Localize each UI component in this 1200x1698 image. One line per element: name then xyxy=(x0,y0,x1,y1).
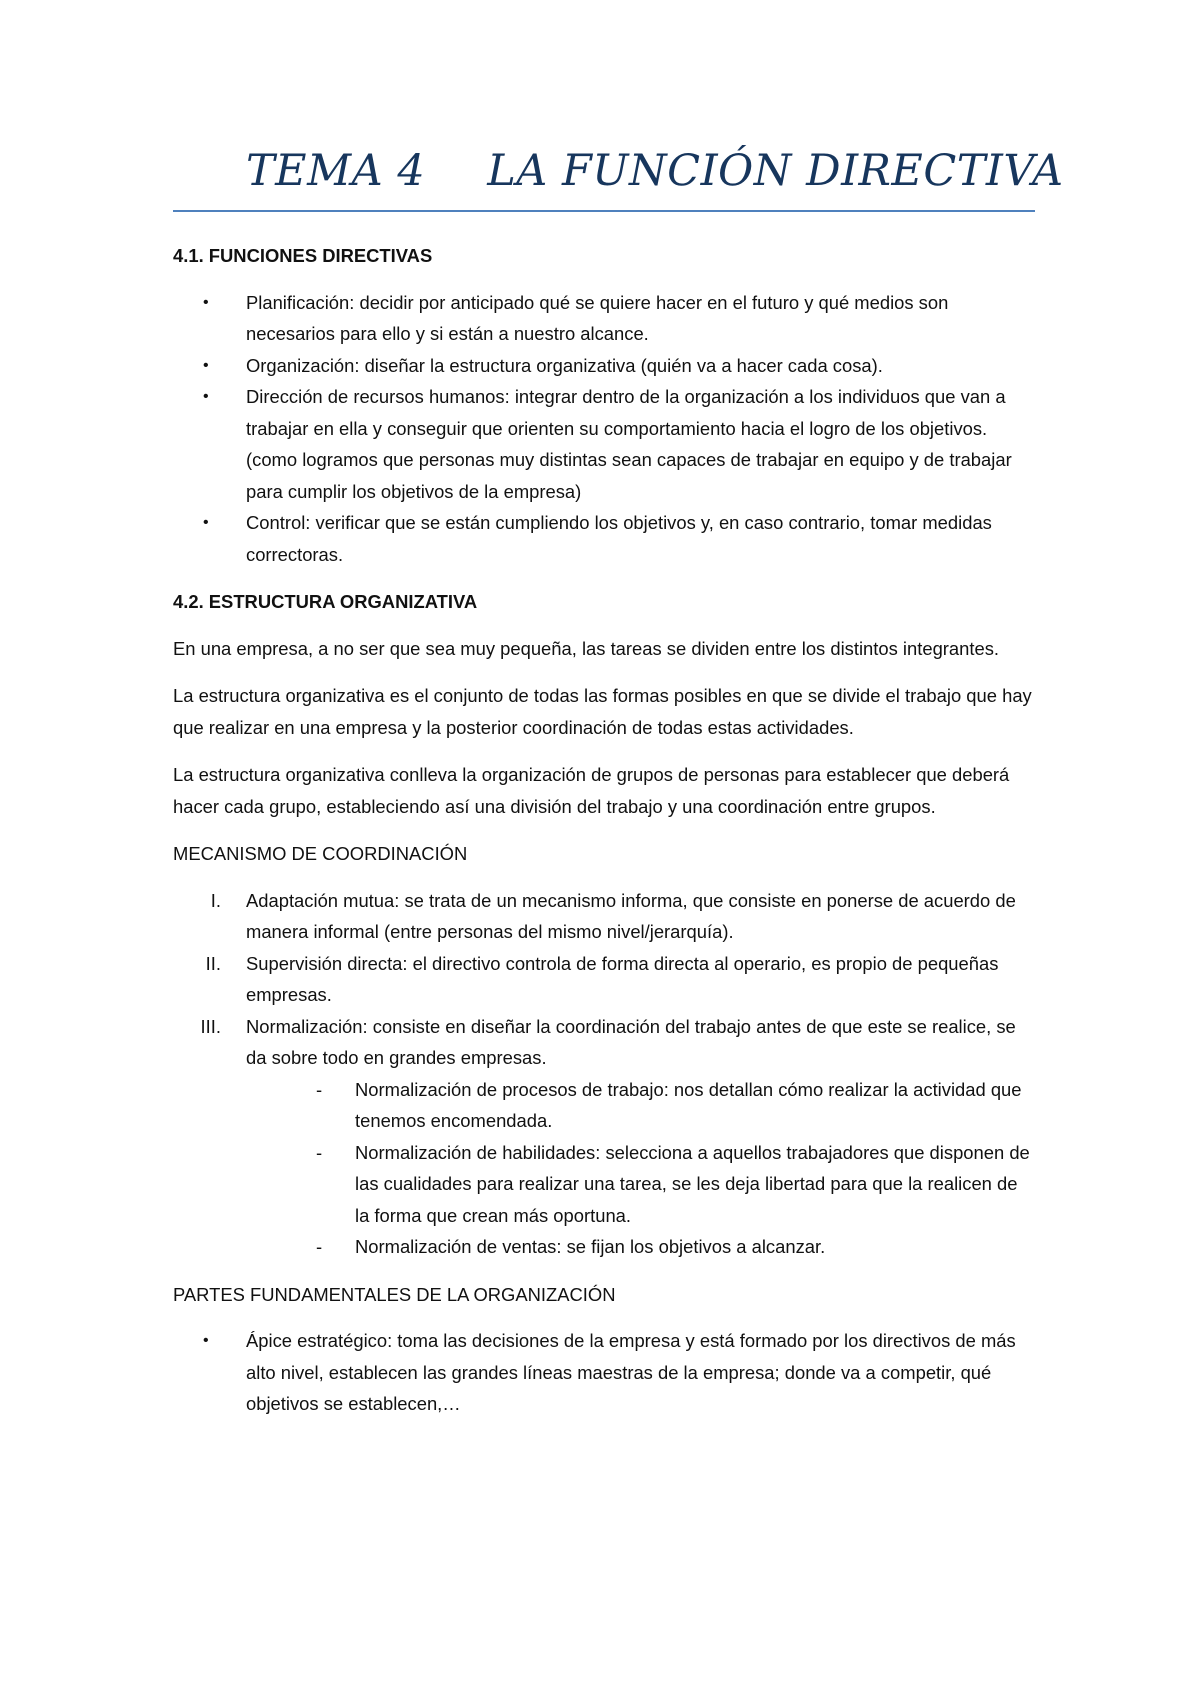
list-item xyxy=(173,507,1035,570)
roman-numeral: III. xyxy=(200,1015,221,1037)
parts-list xyxy=(173,1325,1035,1420)
dash-icon: - xyxy=(316,1236,323,1257)
list-item xyxy=(173,1011,1035,1263)
section-heading-funciones: 4.1. FUNCIONES DIRECTIVAS xyxy=(173,245,433,266)
dash-icon: - xyxy=(316,1078,323,1100)
list-item xyxy=(173,287,1035,350)
paragraph: La estructura organizativa conlleva la organización de grupos de personas para establecer que deberá hacer cada grupo, estableciendo así una división del trabajo y una coordinación entre grupos. xyxy=(173,764,1010,817)
bullet-icon: • xyxy=(203,514,209,531)
document-body xyxy=(173,240,1035,1436)
roman-numeral: I. xyxy=(210,889,221,911)
sublist-item-text: Normalización de ventas: se fijan los objetivos a alcanzar. xyxy=(355,1236,826,1257)
list-item-text: Ápice estratégico: toma las decisiones de la empresa y está formado por los directivos de más alto nivel, establecen las grandes líneas maestras de la empresa; donde va a competir, qué objetivos se establecen,… xyxy=(246,1330,1016,1414)
title-topic-name: LA FUNCIÓN DIRECTIVA xyxy=(487,146,1064,196)
page-title xyxy=(246,146,1064,196)
bullet-icon: • xyxy=(203,1332,209,1349)
list-item xyxy=(173,948,1035,1011)
bullet-icon: • xyxy=(203,356,209,374)
bullet-icon: • xyxy=(203,293,209,311)
list-item xyxy=(173,1325,1035,1420)
sublist-item-text: Normalización de procesos de trabajo: nos detallan cómo realizar la actividad que tenemos encomendada. xyxy=(355,1078,1022,1131)
title-block xyxy=(173,146,1064,212)
dash-icon: - xyxy=(316,1141,323,1163)
sublist-item xyxy=(173,1231,1035,1263)
funciones-list xyxy=(173,287,1035,571)
roman-numeral: II. xyxy=(205,952,221,974)
bullet-icon: • xyxy=(203,388,209,405)
list-item-text: Adaptación mutua: se trata de un mecanismo informa, que consiste en ponerse de acuerdo de manera informal (entre personas del mismo nivel/jerarquía). xyxy=(246,889,1016,942)
parts-heading: PARTES FUNDAMENTALES DE LA ORGANIZACIÓN xyxy=(173,1283,616,1305)
list-item-text: Dirección de recursos humanos: integrar dentro de la organización a los individuos que van a trabajar en ella y conseguir que orienten su comportamiento hacia el logro de los objetivos. (como logramos que personas muy distintas sean capaces de trabajar en equipo y de trabajar para cumplir los objetivos de la empresa) xyxy=(246,386,1012,502)
mechanism-heading: MECANISMO DE COORDINACIÓN xyxy=(173,843,468,864)
section-heading-estructura: 4.2. ESTRUCTURA ORGANIZATIVA xyxy=(173,591,478,612)
list-item-text: Organización: diseñar la estructura organizativa (quién va a hacer cada cosa). xyxy=(246,354,883,376)
list-item-text: Supervisión directa: el directivo controla de forma directa al operario, es propio de pequeñas empresas. xyxy=(246,952,999,1005)
sublist-item xyxy=(173,1137,1035,1232)
sublist-item-text: Normalización de habilidades: selecciona a aquellos trabajadores que disponen de las cualidades para realizar una tarea, se les deja libertad para que la realicen de la forma que crean más oportuna. xyxy=(355,1141,1030,1226)
list-item xyxy=(173,350,1035,382)
list-item-text: Control: verificar que se están cumpliendo los objetivos y, en caso contrario, tomar medidas correctoras. xyxy=(246,512,992,565)
paragraph: La estructura organizativa es el conjunto de todas las formas posibles en que se divide el trabajo que hay que realizar en una empresa y la posterior coordinación de todas estas actividades. xyxy=(173,685,1032,738)
mechanism-list xyxy=(173,885,1035,1263)
list-item xyxy=(173,381,1035,507)
list-item xyxy=(173,885,1035,948)
normalizacion-sublist xyxy=(173,1074,1035,1263)
title-topic-number: TEMA 4 xyxy=(246,146,426,196)
sublist-item xyxy=(173,1074,1035,1137)
list-item-text: Normalización: consiste en diseñar la coordinación del trabajo antes de que este se realice, se da sobre todo en grandes empresas. xyxy=(246,1015,1016,1068)
list-item-text: Planificación: decidir por anticipado qué se quiere hacer en el futuro y qué medios son necesarios para ello y si están a nuestro alcance. xyxy=(246,291,949,344)
paragraph: En una empresa, a no ser que sea muy pequeña, las tareas se dividen entre los distintos integrantes. xyxy=(173,637,1000,659)
